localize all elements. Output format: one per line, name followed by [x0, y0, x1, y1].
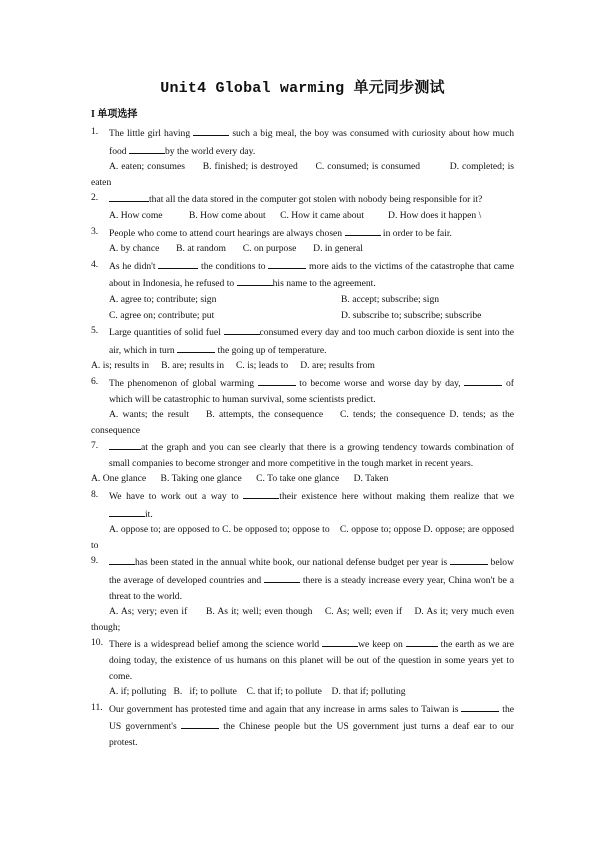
question-options	[91, 208, 514, 224]
option-d: D. are; results from	[300, 360, 375, 372]
answer-blank	[109, 438, 141, 450]
option-a: A. One glance	[91, 473, 147, 485]
option-c: C. consumed; is consumed	[315, 161, 421, 173]
answer-blank	[345, 224, 381, 236]
stem-part: People who come to attend court hearings are always chosen	[109, 227, 343, 239]
answer-blank	[109, 553, 135, 565]
question-1	[91, 124, 514, 190]
question-number: 5.	[91, 325, 99, 337]
stem-part: below the average of developed countries and	[109, 557, 514, 587]
stem-part: Our government has protested time and again that any increase in arms sales to Taiwan is	[109, 703, 459, 715]
option-c: C. is; leads to	[236, 360, 289, 372]
stem-part: more aids to the victims of the catastrophe that came about in Indonesia, he refused to	[109, 260, 515, 290]
question-number: 3.	[91, 225, 99, 237]
page-title	[91, 79, 514, 99]
option-d: D. Taken	[353, 473, 389, 485]
answer-blank	[322, 635, 358, 647]
stem-part: we keep on	[358, 639, 403, 651]
question-options: A. if; polluting B. if; to pollute C. that if; to pollute D. that if; polluting	[109, 686, 406, 698]
answer-blank	[109, 190, 149, 202]
answer-blank	[243, 487, 279, 499]
stem-part: the Chinese people but the US government just turns a deaf ear to our protest.	[109, 721, 514, 748]
question-options: A. As; very; even if B. As it; well; even though C. As; well; even if D. As it; very much even though;	[91, 606, 517, 633]
question-number: 7.	[91, 440, 99, 452]
option-d: D. completed; is eaten	[91, 161, 515, 188]
stem-part: of which will be catastrophic to human survival, some scientists predict.	[109, 377, 514, 405]
option-c: C. To take one glance	[256, 473, 340, 485]
answer-blank	[268, 257, 306, 269]
stem-part: the going up of temperature.	[217, 344, 327, 356]
question-stem	[109, 438, 514, 471]
question-number: 4.	[91, 258, 99, 270]
stem-part: The little girl having	[109, 128, 191, 139]
title-unit: Unit4	[160, 80, 207, 97]
answer-blank	[264, 571, 300, 583]
option-a: A. by chance	[109, 243, 160, 255]
answer-blank	[464, 374, 502, 386]
stem-part: the US government's	[109, 703, 515, 733]
option-d: D. How does it happen \	[388, 209, 482, 221]
question-stem	[109, 224, 514, 242]
stem-part: that all the data stored in the computer got stolen with nobody being responsible for it?	[149, 194, 483, 206]
question-options: A. oppose to; are opposed to C. be opposed to; oppose to C. oppose to; oppose D. oppose; are opposed to	[91, 524, 517, 551]
option-b: B. are; results in	[161, 360, 224, 372]
question-3	[91, 224, 514, 257]
option-a: A. eaten; consumes	[109, 161, 185, 173]
option-b: B. Taking one glance	[160, 473, 242, 485]
stem-part: There is a widespread belief among the science world	[109, 639, 320, 651]
stem-part: in order to be fair.	[382, 227, 452, 239]
question-2	[91, 190, 514, 223]
question-number: 1.	[91, 126, 99, 137]
question-4	[91, 257, 514, 323]
stem-part: to become worse and worse day by day,	[299, 377, 461, 389]
question-number: 10.	[91, 637, 103, 649]
stem-part: it.	[145, 508, 153, 520]
stem-part: has been stated in the annual white book, our national defense budget per year is	[135, 557, 448, 569]
question-7	[91, 438, 514, 487]
answer-blank	[450, 553, 488, 565]
stem-part: We have to work out a way to	[109, 491, 239, 503]
option-c: C. agree on; contribute; put	[109, 309, 215, 321]
option-b: B. at random	[176, 243, 226, 255]
stem-part: consumed every day and too much carbon dioxide is sent into the air, which in turn	[109, 327, 514, 356]
question-8	[91, 487, 517, 553]
question-stem	[109, 700, 514, 751]
question-number: 2.	[91, 192, 99, 204]
question-options	[91, 358, 514, 374]
answer-blank	[129, 142, 165, 154]
question-stem	[109, 323, 514, 358]
question-10	[91, 635, 514, 699]
stem-part: there is a steady increase every year, China won't be a threat to the world.	[109, 575, 514, 602]
answer-blank	[237, 274, 273, 286]
option-b: B. How come about	[188, 209, 266, 221]
option-c: C. How it came about	[280, 209, 365, 221]
question-stem	[109, 553, 514, 604]
question-number: 6.	[91, 375, 99, 387]
answer-blank	[224, 323, 260, 335]
question-stem	[109, 257, 514, 292]
answer-blank	[258, 374, 296, 386]
option-a: A. How come	[109, 209, 163, 221]
question-stem	[109, 124, 514, 159]
stem-part: The phenomenon of global warming	[109, 377, 255, 389]
answer-blank	[158, 257, 198, 269]
title-suffix: 单元同步测试	[353, 80, 445, 97]
question-11	[91, 700, 514, 751]
option-d: D. in general	[313, 243, 363, 255]
stem-part: such a big meal, the boy was consumed with curiosity about how much food	[109, 128, 515, 157]
answer-blank	[461, 700, 499, 712]
option-d: D. subscribe to; subscribe; subscribe	[341, 309, 482, 321]
question-number: 9.	[91, 555, 99, 567]
question-6	[91, 374, 517, 438]
question-number: 8.	[91, 489, 99, 501]
section-heading: I 单项选择	[91, 109, 138, 120]
question-stem	[109, 635, 514, 684]
answer-blank	[177, 341, 215, 353]
option-b: B. finished; is destroyed	[202, 161, 298, 173]
question-options: A. wants; the result B. attempts, the consequence C. tends; the consequence D. tends; as the consequence	[91, 409, 517, 436]
title-topic: Global warming	[215, 80, 345, 97]
answer-blank	[406, 635, 438, 647]
stem-part: As he didn't	[109, 260, 156, 272]
question-options	[91, 292, 514, 323]
stem-part: Large quantities of solid fuel	[109, 327, 221, 339]
answer-blank	[181, 717, 219, 729]
stem-part: at the graph and you can see clearly that there is a growing tendency towards combination of small companies to become stronger and more competitive in the tough market in recent years.	[109, 442, 514, 469]
question-9	[91, 553, 517, 635]
stem-part: their existence here without making them realize that we	[279, 491, 514, 503]
question-stem	[109, 374, 514, 407]
stem-part: by the world every day.	[165, 145, 256, 157]
question-5	[91, 323, 514, 374]
option-b: B. accept; subscribe; sign	[341, 293, 440, 305]
answer-blank	[193, 124, 229, 136]
question-stem	[109, 487, 514, 522]
stem-part: the earth as we are doing today, the existence of us humans on this planet will be out of the question in some years yet to come.	[109, 639, 515, 682]
question-stem	[109, 190, 514, 208]
stem-part: his name to the agreement.	[272, 278, 376, 290]
question-options	[91, 159, 514, 190]
answer-blank	[109, 505, 145, 517]
stem-part: the conditions to	[201, 260, 266, 272]
option-a: A. is; results in	[91, 360, 150, 372]
question-number: 11.	[91, 701, 103, 713]
option-c: C. on purpose	[242, 243, 297, 255]
question-options	[91, 471, 514, 487]
question-options	[91, 241, 514, 257]
option-a: A. agree to; contribute; sign	[109, 293, 217, 305]
